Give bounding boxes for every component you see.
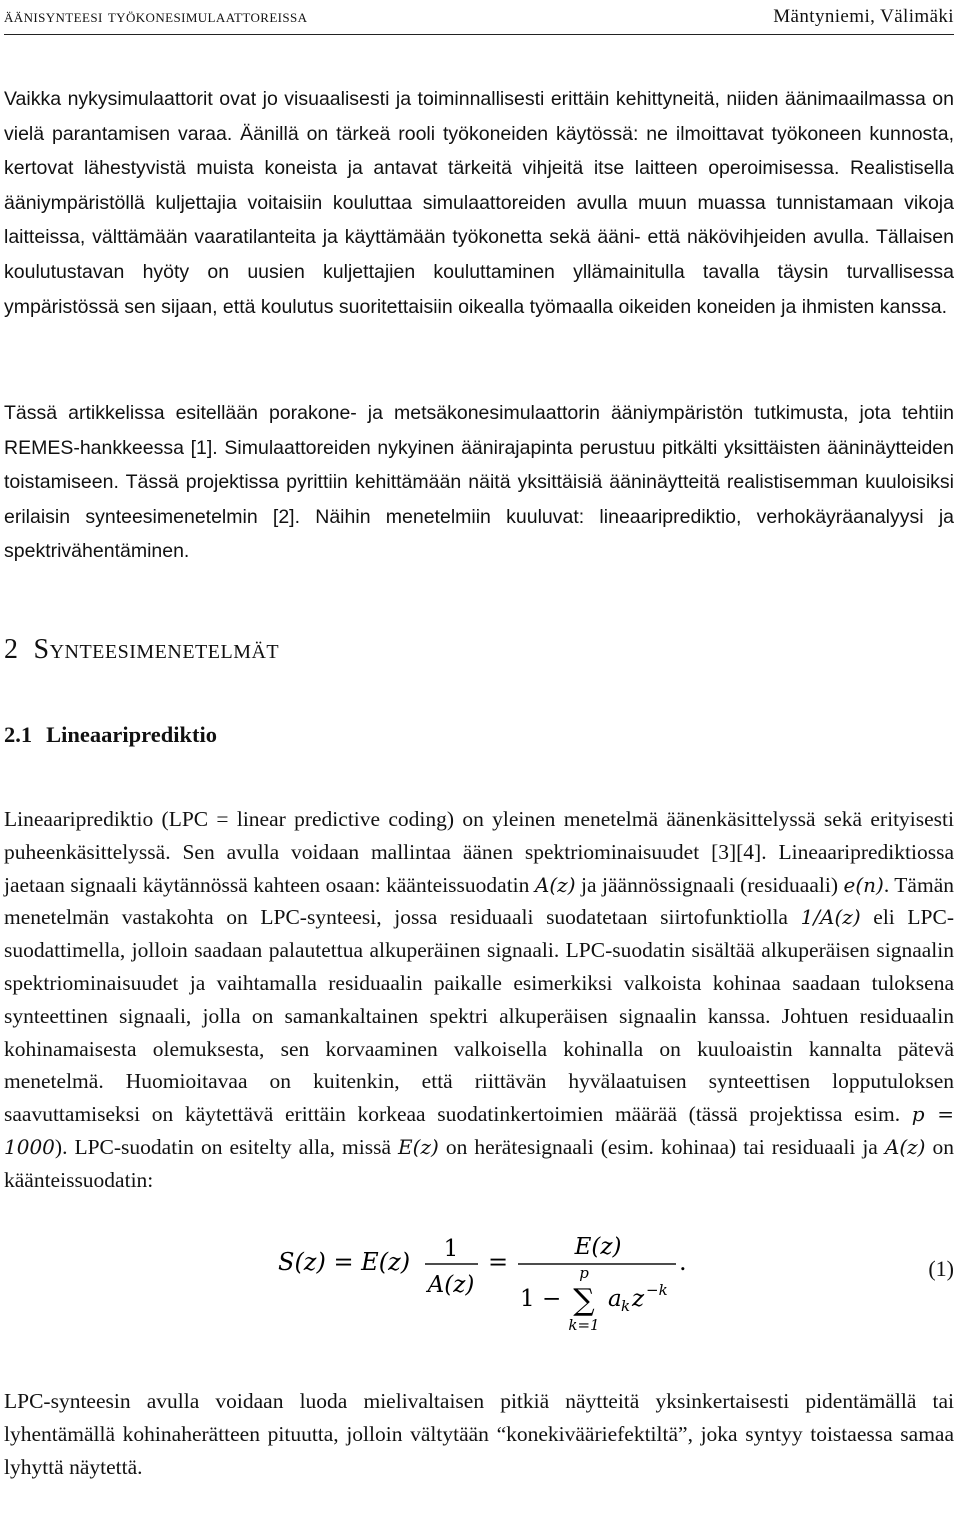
intro-paragraph-2: Tässä artikkelissa esitellään porakone- ja metsäkonesimulaattorin ääniympäristön tutkimusta, jota tehtiin REMES-hankkeessa [1]. Simulaattoreiden nykyinen äänirajapinta perustuu pitkälti yksittäisten ääninäytteiden toistamiseen. Tässä projektissa pyrittiin kehittämään näitä yksittäisiä ääninäytteitä realistisemman kuuloisiksi erilaisin synteesimenetelmin [2]. Näihin menetelmiin kuuluvat: lineaariprediktio, verhokäyräanalyysi ja spektrivähentäminen. — [4, 402, 954, 563]
math-inverse-filter: A(z) — [534, 872, 576, 897]
equation-period: . — [679, 1248, 687, 1276]
lpc-text-2: ja jäännössignaali (residuaali) — [575, 872, 844, 897]
fraction-1-numerator: 1 — [443, 1236, 459, 1262]
fraction-2-numerator: E(z) — [574, 1234, 622, 1260]
running-header-title: äänisynteesi työkonesimulaattoreissa — [4, 6, 308, 27]
lpc-text-5: ). LPC-suodatin on esitelty alla, missä — [54, 1134, 399, 1159]
subsection-title: Lineaariprediktio — [46, 722, 217, 747]
closing-paragraph: LPC-synteesin avulla voidaan luoda mielivaltaisen pitkiä näytteitä yksinkertaisesti pidentämällä tai lyhentämällä kohinaherätteen pituutta, jolloin vältytään “konekivääriefektiltä”, joka syntyy toistaessa samaa lyhyttä näytettä. — [4, 1389, 954, 1479]
lpc-text-7: on käänteissuodatin: — [4, 1134, 954, 1192]
running-header — [4, 6, 954, 32]
section-number: 2 — [4, 634, 19, 665]
sum-term-z: z — [632, 1286, 645, 1312]
intro-paragraph-1-part-b: Tällaisen koulutustavan hyöty on uusien kuljettajien kouluttaminen yllämainitulla tavalla täysin turvallisessa ympäristössä sen sijaan, että koulutus suoritettaisiin oikealla työmaalla oikeiden koneiden ja ihmisten kanssa. — [4, 226, 954, 318]
subsection-number: 2.1 — [4, 722, 33, 747]
equation-number: (1) — [928, 1256, 954, 1281]
math-transfer-function: 1/A(z) — [800, 905, 861, 930]
lpc-paragraph — [4, 803, 954, 1197]
header-rule — [4, 34, 954, 35]
denominator-one: 1 — [520, 1286, 535, 1312]
running-header-authors: Mäntyniemi, Välimäki — [773, 6, 954, 27]
sum-symbol: ∑ — [573, 1283, 595, 1318]
equation-1 — [4, 1226, 954, 1334]
math-order: p = 1000 — [4, 1102, 954, 1159]
sum-upper-limit: p — [579, 1264, 589, 1282]
denominator-minus: − — [542, 1286, 562, 1312]
math-residual: e(n) — [843, 872, 884, 897]
sum-term-exponent: −k — [646, 1281, 668, 1299]
sum-term-coefficient: a — [608, 1286, 622, 1312]
lpc-text-4: eli LPC-suodattimella, jolloin saadaan palautettua alkuperäinen signaali. LPC-suodatin sisältää alkuperäisen signaalin spektriominaisuudet ja vaihtamalla residuaalin paikalle esimerkiksi valkoista kohinaa saadaan tuloksena synteettinen signaali, jolla on samankaltainen spektri alkuperäisen signaalin kanssa. Johtuen residuaalin kohinamaisesta olemuksesta, sen korvaaminen valkoisella kohinalla on kuuloaistin kannalta pätevä menetelmä. Huomioitavaa on kuitenkin, että riittävän hyvälaatuisen synteettisen lopputuloksen saavuttamiseksi on käytettävä erittäin korkeaa suodatinkertoimien määrää (tässä projektissa esim. — [4, 905, 954, 1127]
intro-paragraph-1-part-a: Vaikka nykysimulaattorit ovat jo visuaalisesti ja toiminnallisesti erittäin kehittyneitä, niiden äänimaailmassa on vielä parantamisen varaa. Äänillä on tärkeä rooli työkoneiden käytössä: ne ilmoittavat työkoneen kunnosta, kertovat lähestyvistä muista koneista ja antavat tärkeitä vihjeitä itse laitteen operoimisessa. Realistisella ääniympäristöllä kuljettajia voitaisiin kouluttaa simulaattoreiden avulla muun muassa tunnistamaan vikoja laitteissa, välttämään vaaratilanteita ja käyttämään työkonetta sekä ääni- että näkövihjeiden avulla. — [4, 88, 954, 249]
section-title-rest: ynteesimenetelmät — [49, 634, 280, 665]
section-title-initial: S — [33, 634, 50, 665]
lpc-text-3: . Tämän menetelmän vastakohta on LPC-synteesi, jossa residuaali suodatetaan siirtofunktiolla — [4, 872, 954, 930]
subsection-heading — [4, 722, 217, 758]
section-heading — [4, 634, 279, 674]
lpc-text-6: on herätesignaali (esim. kohinaa) tai residuaali ja — [438, 1134, 885, 1159]
math-inverse-filter-2: A(z) — [884, 1134, 926, 1159]
sum-term-subscript: k — [621, 1297, 631, 1315]
intro-paragraph-1 — [4, 82, 954, 324]
sum-lower-limit: k=1 — [568, 1316, 600, 1334]
equation-1-formula — [4, 1226, 954, 1334]
equation-equals: = — [488, 1248, 509, 1276]
equation-lhs: S(z) = E(z) — [278, 1248, 411, 1276]
math-excitation: E(z) — [398, 1134, 439, 1159]
lpc-text-1: Lineaariprediktio (LPC = linear predictive coding) on yleinen menetelmä äänenkäsittelyssä sekä erityisesti puheenkäsittelyssä. Sen avulla voidaan mallintaa äänen spektriominaisuudet [3][4]. Lineaariprediktiossa jaetaan signaali käytännössä kahteen osaan: käänteissuodatin — [4, 807, 954, 897]
fraction-1-denominator: A(z) — [427, 1272, 475, 1298]
